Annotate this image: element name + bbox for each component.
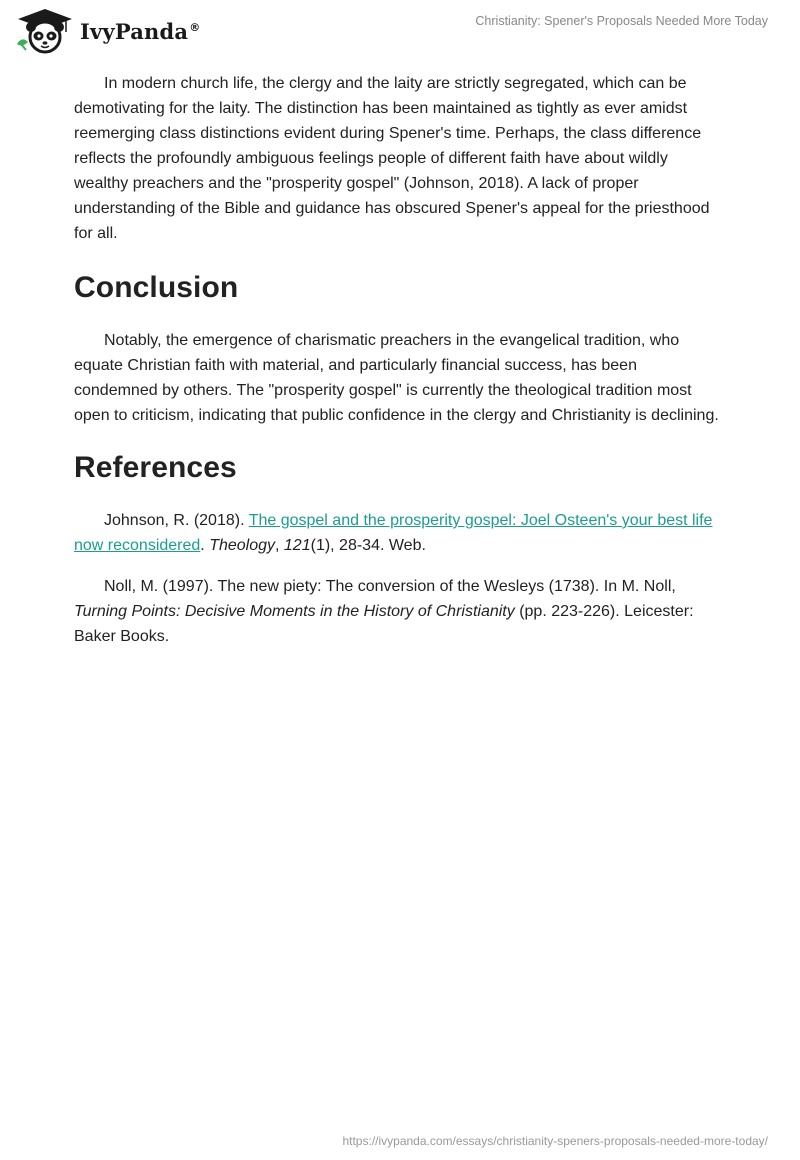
conclusion-heading: Conclusion bbox=[74, 271, 239, 304]
ivypanda-logo[interactable] bbox=[14, 8, 200, 54]
panda-graduate-icon bbox=[14, 8, 76, 54]
logo-wordmark: IvyPanda® bbox=[80, 18, 201, 44]
body-paragraph: In modern church life, the clergy and the laity are strictly segregated, which can be demotivating for the laity. The distinction has been maintained as tightly as ever amidst reemerging class distinctions evident during Spener's time. Perhaps, the class difference reflects the profoundly ambiguous feelings people of different faith have about wildly wealthy preachers and the "prosperity gospel" (Johnson, 2018). A lack of proper understanding of the Bible and guidance has obscured Spener's appeal for the priesthood for all. bbox=[74, 75, 710, 242]
essay-body bbox=[74, 71, 724, 649]
reference-item: Noll, M. (1997). The new piety: The conversion of the Wesleys (1738). In M. Noll, Turning Points: Decisive Moments in the History of Christianity (pp. 223-226). Leicester: Baker Books. bbox=[74, 578, 694, 645]
reference-link[interactable]: The gospel and the prosperity gospel: Joel Osteen's your best life now reconsidered bbox=[74, 512, 713, 554]
page-header bbox=[0, 0, 800, 60]
conclusion-paragraph: Notably, the emergence of charismatic preachers in the evangelical tradition, who equate Christian faith with material, and particularly financial success, has been condemned by others. The "prosperity gospel" is currently the theological tradition most open to criticism, indicating that public confidence in the clergy and Christianity is declining. bbox=[74, 332, 719, 424]
references-heading: References bbox=[74, 451, 237, 484]
running-title: Christianity: Spener's Proposals Needed More Today bbox=[475, 14, 768, 28]
source-url[interactable]: https://ivypanda.com/essays/christianity-speners-proposals-needed-more-today/ bbox=[342, 1134, 768, 1148]
reference-item: Johnson, R. (2018). The gospel and the prosperity gospel: Joel Osteen's your best life now reconsidered. Theology, 121(1), 28-34. Web. bbox=[74, 512, 713, 554]
